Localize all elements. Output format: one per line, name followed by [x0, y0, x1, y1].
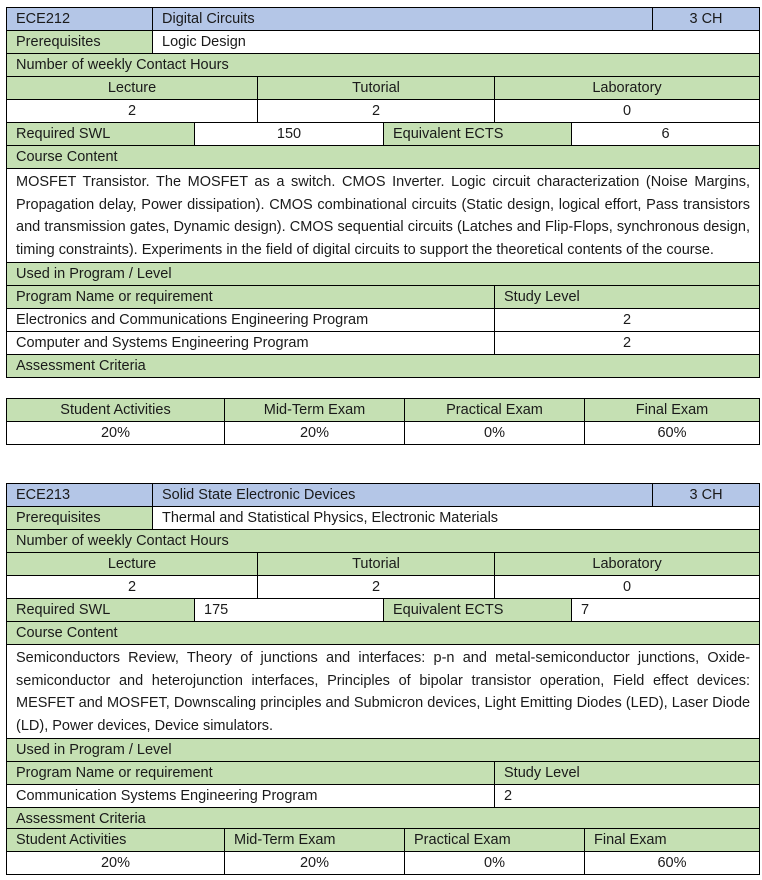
contact-hours-values-row	[7, 100, 760, 123]
course-content-title-row	[7, 622, 760, 645]
course-content-label: Course Content	[7, 146, 760, 169]
practical-exam-header: Practical Exam	[405, 829, 585, 852]
prerequisites-value: Thermal and Statistical Physics, Electronic Materials	[153, 507, 760, 530]
laboratory-header: Laboratory	[495, 77, 760, 100]
prerequisites-value: Logic Design	[153, 31, 760, 54]
midterm-exam-value: 20%	[225, 422, 405, 445]
laboratory-header: Laboratory	[495, 553, 760, 576]
program-name: Communication Systems Engineering Program	[7, 785, 495, 808]
contact-hours-title-row	[7, 530, 760, 553]
prerequisites-label: Prerequisites	[7, 31, 153, 54]
program-level: 2	[495, 332, 760, 355]
used-in-program-label: Used in Program / Level	[7, 263, 760, 286]
swl-ects-row	[7, 123, 760, 146]
laboratory-hours: 0	[495, 100, 760, 123]
midterm-exam-value: 20%	[225, 852, 405, 875]
final-exam-header: Final Exam	[585, 829, 760, 852]
program-row	[7, 785, 760, 808]
ects-label: Equivalent ECTS	[384, 123, 572, 146]
program-header-row	[7, 286, 760, 309]
program-level: 2	[495, 309, 760, 332]
swl-value: 175	[195, 599, 384, 622]
program-level: 2	[495, 785, 760, 808]
prerequisites-label: Prerequisites	[7, 507, 153, 530]
laboratory-hours: 0	[495, 576, 760, 599]
course-header-row	[7, 484, 760, 507]
course-content-text: Semiconductors Review, Theory of junctions and interfaces: p-n and metal-semiconductor junctions, Oxide-semiconductor and heterojunction interfaces, Principles of bipolar transistor operation, Field effect devices: MESFET and MOSFET, Downscaling principles and Submicron devices, Light Emitting Diodes (LED), Laser Diode (LD), Power devices, Device simulators.	[7, 645, 760, 739]
course-content-title-row	[7, 146, 760, 169]
study-level-header: Study Level	[495, 286, 760, 309]
swl-label: Required SWL	[7, 599, 195, 622]
program-name-header: Program Name or requirement	[7, 286, 495, 309]
ects-value: 7	[572, 599, 760, 622]
assessment-header-row	[7, 399, 760, 422]
lecture-header: Lecture	[7, 553, 258, 576]
tutorial-hours: 2	[258, 100, 495, 123]
contact-hours-header-row	[7, 77, 760, 100]
prerequisites-row	[7, 31, 760, 54]
lecture-hours: 2	[7, 100, 258, 123]
credit-hours: 3 CH	[653, 484, 760, 507]
student-activities-value: 20%	[7, 422, 225, 445]
final-exam-header: Final Exam	[585, 399, 760, 422]
assessment-header-row	[7, 829, 760, 852]
swl-label: Required SWL	[7, 123, 195, 146]
assessment-table-ece212	[6, 398, 760, 445]
final-exam-value: 60%	[585, 852, 760, 875]
contact-hours-label: Number of weekly Contact Hours	[7, 54, 760, 77]
used-in-program-title-row	[7, 263, 760, 286]
practical-exam-value: 0%	[405, 422, 585, 445]
assessment-title-row	[7, 355, 760, 378]
assessment-values-row	[7, 422, 760, 445]
used-in-program-label: Used in Program / Level	[7, 739, 760, 762]
course-content-label: Course Content	[7, 622, 760, 645]
ects-value: 6	[572, 123, 760, 146]
program-row	[7, 309, 760, 332]
program-name: Electronics and Communications Engineering Program	[7, 309, 495, 332]
course-title: Digital Circuits	[153, 8, 653, 31]
tutorial-header: Tutorial	[258, 77, 495, 100]
course-content-text: MOSFET Transistor. The MOSFET as a switch. CMOS Inverter. Logic circuit characterization (Noise Margins, Propagation delay, Power dissipation). CMOS combinational circuits (Static design, logical effort, Pass transistors and transmission gates, Dynamic design). CMOS sequential circuits (Latches and Flip-Flops, synchronous design, timing constraints). Experiments in the field of digital circuits to support the theoretical contents of the course.	[7, 169, 760, 263]
ects-label: Equivalent ECTS	[384, 599, 572, 622]
contact-hours-label: Number of weekly Contact Hours	[7, 530, 760, 553]
lecture-header: Lecture	[7, 77, 258, 100]
tutorial-hours: 2	[258, 576, 495, 599]
swl-ects-row	[7, 599, 760, 622]
practical-exam-value: 0%	[405, 852, 585, 875]
course-content-row	[7, 645, 760, 739]
course-table-ece212	[6, 7, 760, 378]
study-level-header: Study Level	[495, 762, 760, 785]
final-exam-value: 60%	[585, 422, 760, 445]
program-name-header: Program Name or requirement	[7, 762, 495, 785]
program-row	[7, 332, 760, 355]
contact-hours-values-row	[7, 576, 760, 599]
course-code: ECE213	[7, 484, 153, 507]
tutorial-header: Tutorial	[258, 553, 495, 576]
student-activities-value: 20%	[7, 852, 225, 875]
assessment-label: Assessment Criteria	[7, 808, 760, 831]
swl-value: 150	[195, 123, 384, 146]
assessment-values-row	[7, 852, 760, 875]
assessment-table-ece213	[6, 828, 760, 875]
contact-hours-header-row	[7, 553, 760, 576]
program-name: Computer and Systems Engineering Program	[7, 332, 495, 355]
program-header-row	[7, 762, 760, 785]
assessment-label: Assessment Criteria	[7, 355, 760, 378]
course-content-row	[7, 169, 760, 263]
prerequisites-row	[7, 507, 760, 530]
contact-hours-title-row	[7, 54, 760, 77]
course-title: Solid State Electronic Devices	[153, 484, 653, 507]
midterm-exam-header: Mid-Term Exam	[225, 399, 405, 422]
course-code: ECE212	[7, 8, 153, 31]
midterm-exam-header: Mid-Term Exam	[225, 829, 405, 852]
practical-exam-header: Practical Exam	[405, 399, 585, 422]
student-activities-header: Student Activities	[7, 829, 225, 852]
course-table-ece213	[6, 483, 760, 831]
course-header-row	[7, 8, 760, 31]
credit-hours: 3 CH	[653, 8, 760, 31]
lecture-hours: 2	[7, 576, 258, 599]
used-in-program-title-row	[7, 739, 760, 762]
student-activities-header: Student Activities	[7, 399, 225, 422]
